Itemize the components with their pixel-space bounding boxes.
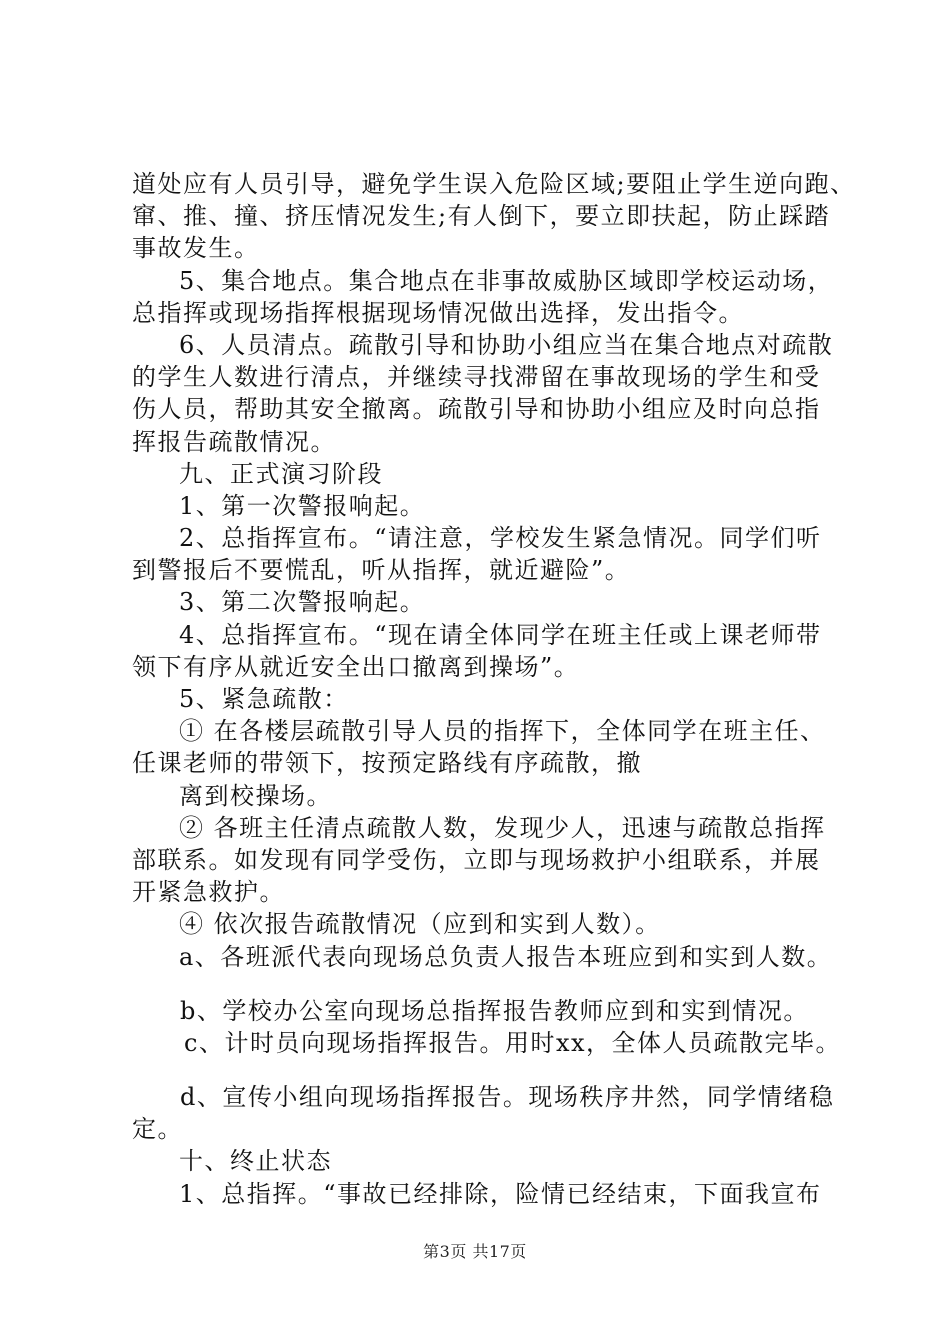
text-line: 定。 [132,1115,183,1144]
text-line: b、学校办公室向现场总指挥报告教师应到和实到情况。 [180,996,809,1025]
text-line: 5、紧急疏散： [179,685,349,713]
text-line: 事故发生。 [132,234,260,263]
page-footer: 第3页 共17页 [423,1242,527,1261]
text-line: 2、总指挥宣布。“请注意，学校发生紧急情况。同学们听 [179,524,822,553]
text-line: 窜、推、撞、挤压情况发生;有人倒下，要立即扶起，防止踩踏 [132,202,831,231]
document-body [132,168,856,1210]
section-heading: 九、正式演习阶段 [179,459,383,488]
text-line: 部联系。如发现有同学受伤，立即与现场救护小组联系，并展 [132,845,821,874]
blank-line [132,973,832,995]
text-line: ① 在各楼层疏散引导人员的指挥下，全体同学在班主任、 [179,717,826,746]
text-line: 挥报告疏散情况。 [132,427,336,456]
text-line: 5、集合地点。集合地点在非事故威胁区域即学校运动场， [179,266,834,295]
text-line: 4、总指挥宣布。“现在请全体同学在班主任或上课老师带 [179,620,822,649]
blank-line [132,1059,832,1081]
text-line: 总指挥或现场指挥根据现场情况做出选择，发出指令。 [132,298,744,327]
text-line: 任课老师的带领下，按预定路线有序疏散，撤 [132,749,642,778]
text-line: 开紧急救护。 [132,878,285,907]
text-line: ② 各班主任清点疏散人数，发现少人，迅速与疏散总指挥 [179,813,826,842]
text-line: 到警报后不要慌乱，听从指挥，就近避险”。 [132,556,631,585]
text-line: 领下有序从就近安全出口撤离到操场”。 [132,652,580,681]
text-line: 1、总指挥。“事故已经排除，险情已经结束，下面我宣布 [179,1179,822,1208]
text-line: 3、第二次警报响起。 [179,588,426,617]
text-line: ④ 依次报告疏散情况（应到和实到人数）。 [179,910,661,939]
text-line: 离到校操场。 [179,781,332,810]
text-line: 6、人员清点。疏散引导和协助小组应当在集合地点对疏散 [179,330,834,359]
text-line: a、各班派代表向现场总负责人报告本班应到和实到人数。 [179,942,833,971]
text-line: d、宣传小组向现场指挥报告。现场秩序井然，同学情绪稳 [180,1083,835,1112]
text-line: 的学生人数进行清点，并继续寻找滞留在事故现场的学生和受 [132,363,821,392]
text-line: 伤人员，帮助其安全撤离。疏散引导和协助小组应及时向总指 [132,395,821,424]
text-line: 道处应有人员引导，避免学生误入危险区域;要阻止学生逆向跑、 [132,170,856,198]
text-line: 1、第一次警报响起。 [179,491,426,520]
section-heading: 十、终止状态 [179,1147,332,1176]
text-line: c、计时员向现场指挥报告。用时xx，全体人员疏散完毕。 [184,1028,842,1057]
